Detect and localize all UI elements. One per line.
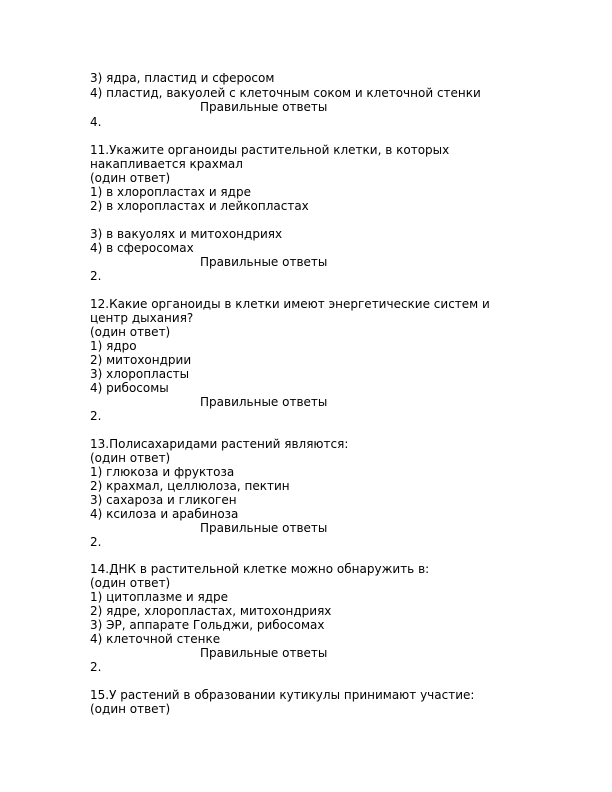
question-13-option-4: 4) ксилоза и арабиноза (90, 507, 239, 521)
question-13-mode: (один ответ) (90, 451, 171, 465)
question-12-option-4: 4) рибосомы (90, 381, 169, 395)
question-14-option-3: 3) ЭР, аппарате Гольджи, рибосомах (90, 618, 325, 632)
question-12-mode: (один ответ) (90, 325, 171, 339)
question-13-title: 13.Полисахаридами растений являются: (90, 437, 349, 451)
question-13-answers-label: Правильные ответы (200, 521, 328, 535)
answer: 4. (90, 115, 102, 129)
question-13-option-3: 3) сахароза и гликоген (90, 493, 237, 507)
question-14-answers-label: Правильные ответы (200, 646, 328, 660)
question-12-answer: 2. (90, 409, 102, 423)
answers-label: Правильные ответы (200, 100, 328, 114)
question-14-title: 14.ДНК в растительной клетке можно обнаружить в: (90, 562, 430, 576)
question-12-title-cont: центр дыхания? (90, 311, 194, 325)
question-14-mode: (один ответ) (90, 576, 171, 590)
question-13-option-2: 2) крахмал, целлюлоза, пектин (90, 479, 290, 493)
question-12-answers-label: Правильные ответы (200, 395, 328, 409)
question-11-option-4: 4) в сферосомах (90, 241, 194, 255)
question-11-title: 11.Укажите органоиды растительной клетки, в которых (90, 143, 450, 157)
question-12-option-2: 2) митохондрии (90, 353, 192, 367)
question-15-mode: (один ответ) (90, 702, 171, 716)
question-11-mode: (один ответ) (90, 171, 171, 185)
question-11-answers-label: Правильные ответы (200, 255, 328, 269)
question-11-title-cont: накапливается крахмал (90, 157, 243, 171)
question-12-title: 12.Какие органоиды в клетки имеют энергетические систем и (90, 297, 490, 311)
question-11-option-3: 3) в вакуолях и митохондриях (90, 227, 283, 241)
option-4: 4) пластид, вакуолей с клеточным соком и клеточной стенки (90, 86, 481, 100)
question-11-answer: 2. (90, 269, 102, 283)
question-13-answer: 2. (90, 535, 102, 549)
question-11-option-2: 2) в хлоропластах и лейкопластах (90, 199, 309, 213)
question-12-option-1: 1) ядро (90, 339, 137, 353)
question-13-option-1: 1) глюкоза и фруктоза (90, 465, 235, 479)
option-3: 3) ядра, пластид и сферосом (90, 71, 275, 85)
question-11-option-1: 1) в хлоропластах и ядре (90, 185, 251, 199)
question-14-answer: 2. (90, 660, 102, 674)
question-12-option-3: 3) хлоропласты (90, 367, 190, 381)
question-14-option-2: 2) ядре, хлоропластах, митохондриях (90, 604, 332, 618)
question-15-title: 15.У растений в образовании кутикулы принимают участие: (90, 688, 475, 702)
question-14-option-4: 4) клеточной стенке (90, 632, 221, 646)
question-14-option-1: 1) цитоплазме и ядре (90, 590, 229, 604)
